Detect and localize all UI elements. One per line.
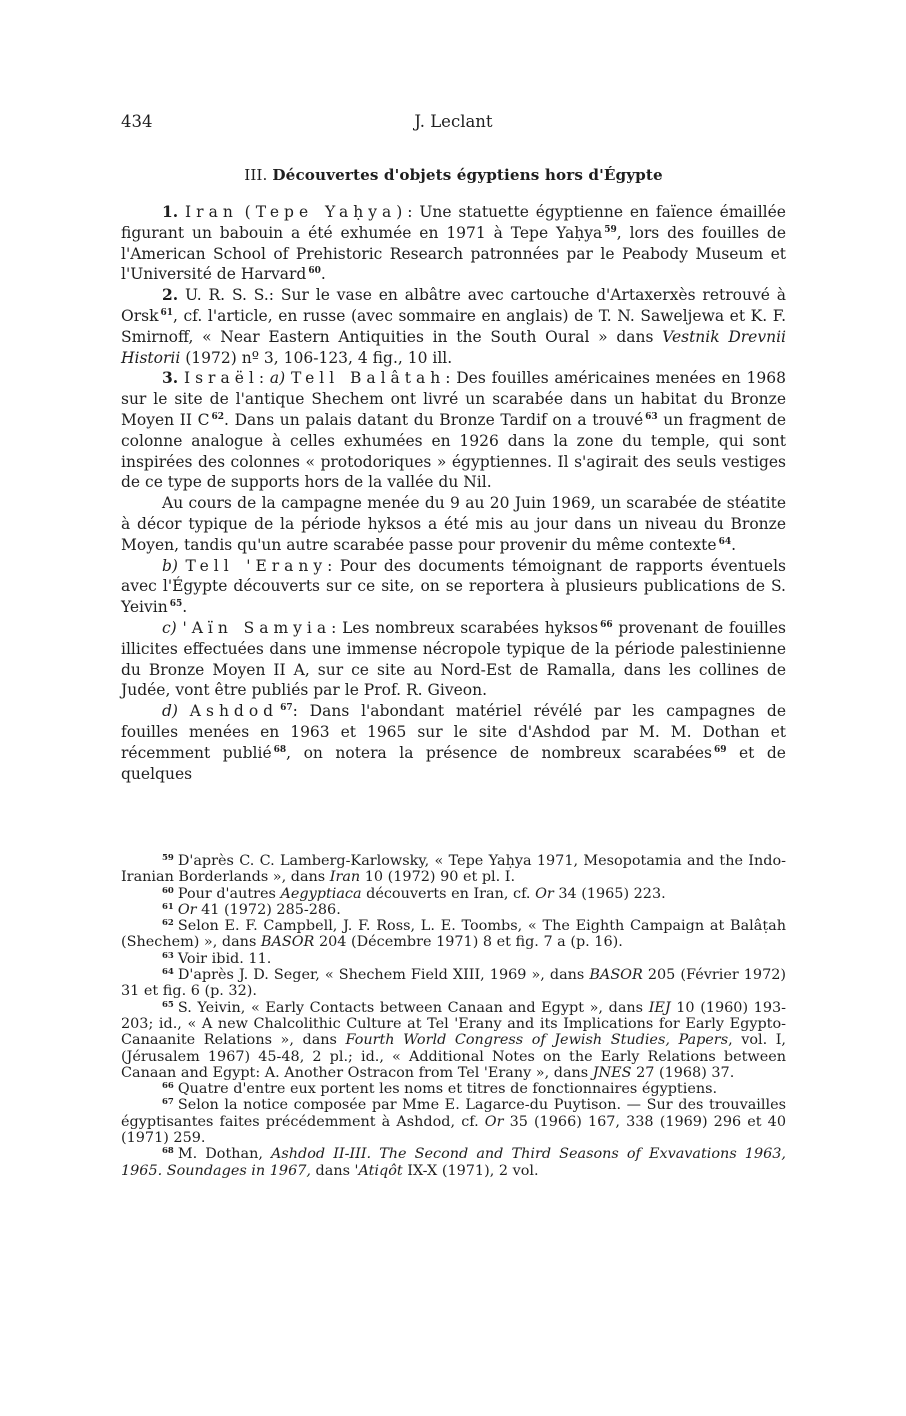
footnotes [121,853,786,1179]
footnote-text: M. Dothan, [177,1146,272,1163]
footnote-italic: BASOR [260,934,315,951]
footnote-65 [121,1000,786,1081]
footnote-67 [121,1097,786,1146]
paragraph-campaign [121,493,786,555]
section-number: III. [244,166,268,184]
footnote-text: découverts en Iran, cf. [361,885,536,902]
footnote-italic: Ashdod II-III. The Second and Third Seasons of Exvavations 1963, 1965. Soundages in 1967, [121,1146,786,1179]
paragraph-text: provenant de fouilles illicites effectuées dans une immense nécropole typique de la période palestinienne du Bronze Moyen II A, sur ce site au Nord-Est de Ramalla, dans les collines de Judée, vont être publiés par le Prof. R. Giveon. [121,618,786,700]
paragraph-text: : Une statuette égyptienne en faïence émaillée figurant un babouin a été exhumée en 1971 à Tepe Yaḥya [121,203,786,242]
paragraph-text: . [320,265,326,284]
footnote-italic: Or [484,1113,504,1130]
paragraph-text: , cf. l'article, en russe (avec sommaire en anglais) de T. N. Saweljewa et K. F. Smirnoff, « Near Eastern Antiquities in the South Oural » dans [121,306,786,346]
paragraph-text: . [182,598,188,617]
footnote-60 [121,886,786,902]
footnote-text: 204 (Décembre 1971) 8 et fig. 7 a (p. 16). [314,934,623,951]
paragraph-text: : Dans l'abondant matériel révélé par les campagnes de fouilles menées en 1963 et 1965 sur le site d'Ashdod par M. M. Dothan et récemment publié [121,702,786,762]
footnote-ref: 66 [600,619,613,630]
footnote-text: D'après C. C. Lamberg-Karlowsky, « Tepe Yaḥya 1971, Mesopotamia and the Indo-Iranian Borderlands », dans [121,853,786,886]
footnote-number: 66 [162,1081,174,1092]
footnote-text: Pour d'autres [177,885,281,902]
paragraph-text: U. R. S. S.: Sur le vase en albâtre avec cartouche d'Artaxerxès retrouvé à Orsk [121,286,786,325]
footnote-ref: 68 [273,744,287,755]
footnote-ref: 59 [604,224,617,235]
body-text [121,202,786,784]
footnote-number: 65 [162,999,174,1010]
running-header [121,112,786,136]
paragraph-tell-erany [121,556,786,618]
running-author: J. Leclant [414,112,493,131]
footnote-number: 60 [162,885,174,896]
footnote-text: D'après J. D. Seger, « Shechem Field XIII, 1969 », dans [177,967,590,984]
footnote-italic: BASOR [589,967,643,984]
footnote-text: Voir ibid. 11. [177,950,272,967]
sub-letter: d) [162,702,178,721]
paragraph-text: . Dans un palais datant du Bronze Tardif on a trouvé [224,410,644,429]
site-name: 'Aïn Samyia [182,618,332,637]
footnote-number: 61 [162,901,174,912]
paragraph-ain-samyia [121,618,786,701]
item-number: 1. [162,202,179,221]
paragraph-urss [121,285,786,368]
footnote-ref: 65 [169,599,183,610]
site-name: Tell Balâtah [290,369,446,388]
paragraph-text: (1972) nº 3, 106-123, 4 fig., 10 ill. [180,348,453,367]
country-name: Iran [185,203,238,221]
site-name: Tell 'Erany [185,556,328,575]
footnote-ref: 67 [280,703,293,714]
footnote-59 [121,853,786,886]
footnote-text: Selon la notice composée par Mme E. Lagarce-du Puytison. — Sur des trouvailles égyptisantes faites précédemment à Ashdod, cf. [121,1097,786,1130]
footnote-number: 63 [162,950,174,961]
footnote-text: 35 (1966) 167, 338 (1969) 296 et 40 (1971) 259. [121,1113,786,1147]
footnote-61 [121,902,786,918]
paragraph-text: : Pour des documents témoignant de rapports éventuels avec l'Égypte découverts sur ce site, on se reportera à plusieurs publications de S. Yeivin [121,556,786,617]
footnote-68 [121,1146,786,1179]
footnote-italic: IEJ [648,999,671,1016]
footnote-italic: Aegyptiaca [280,885,362,902]
page [121,0,786,1416]
item-number: 3. [162,368,179,388]
item-number: 2. [162,285,179,305]
paragraph-israel: 3. Israël: a) Tell Balâtah: Des fouilles américaines menées en 1968 sur le site de l'antique Shechem ont livré un scarabée dans un habitat du Bronze Moyen II C $^{62}$. Dans un palais datant du Bronze Tardif on a trouvé $^{63}$ un fragment de colonne analogue à celles exhumées en 1926 dans la zone du temple, qui sont inspirées des colonnes « protodoriques » égyptiennes. Il s'agirait des seuls vestiges de ce type de supports hors de la vallée du Nil. [121,368,786,492]
paragraph-ashdod [121,701,786,784]
footnote-italic: Or [177,901,197,918]
footnote-text: S. Yeivin, « Early Contacts between Canaan and Egypt », dans [177,999,649,1016]
footnote-number: 59 [162,853,174,863]
footnote-text: 34 (1965) 223. [553,885,666,902]
footnote-text: 10 (1960) 193-203; id., « A new Chalcolithic Culture at Tel 'Erany and its Implications for Early Egypto-Canaanite Relations », dans [121,999,787,1049]
country-name: Israël [183,369,259,388]
sub-letter: c) [162,618,177,637]
footnote-text: Selon E. F. Campbell, J. F. Ross, L. E. Toombs, « The Eighth Campaign at Balâṭah (Shechem) », dans [121,918,786,951]
footnote-text: 27 (1968) 37. [631,1064,735,1081]
footnote-text: 41 (1972) 285-286. [196,901,341,918]
page-number: 434 [121,112,153,131]
paragraph-iran [121,202,786,285]
paragraph-text: un fragment de colonne analogue à celles exhumées en 1926 dans la zone du temple, qui sont inspirées des colonnes « protodoriques » égyptiennes. Il s'agirait des seuls vestiges de ce type de supports hors de la vallée du Nil. [121,410,786,492]
paragraph-text: Au cours de la campagne menée du 9 au 20 Juin 1969, un scarabée de stéatite à décor typique de la période hyksos a été mis au jour dans un niveau du Bronze Moyen, tandis qu'un autre scarabée passe pour provenir du même contexte [121,494,786,554]
paragraph-text: , lors des fouilles de l'American School of Prehistoric Research patronnées par le Peabody Museum et l'Université de Harvard [121,223,786,284]
footnote-italic: Or [535,885,554,902]
footnote-italic: Fourth World Congress of Jewish Studies, Papers [345,1032,729,1049]
footnote-ref: 69 [713,744,727,755]
section-title: Découvertes d'objets égyptiens hors d'Égypte [272,166,663,184]
paragraph-text: . [731,535,737,554]
site-name: Ashdod [189,702,279,721]
footnote-text: IX-X (1971), 2 vol. [402,1162,539,1179]
footnote-italic: 'Atiqôt [354,1162,403,1179]
footnote-text: Quatre d'entre eux portent les noms et titres de fonctionnaires égyptiens. [177,1081,718,1098]
site-name: (Tepe Yaḥya) [244,203,408,221]
footnote-ref: 64 [718,536,732,547]
footnote-64 [121,967,786,1000]
paragraph-text: , on notera la présence de nombreux scarabées [286,743,712,762]
footnote-text: 205 (Février 1972) 31 et fig. 6 (p. 32). [121,967,786,1000]
journal-title: Vestnik Drevnii Historii [121,327,786,367]
footnote-ref: 62 [211,411,225,422]
section-heading [121,166,786,184]
footnote-ref: 61 [160,307,173,318]
footnote-number: 67 [162,1097,174,1108]
sub-letter: b) [162,556,178,575]
footnote-62 [121,918,786,951]
footnote-text: dans [310,1162,355,1179]
footnote-66 [121,1081,786,1097]
paragraph-text: : Des fouilles américaines menées en 1968 sur le site de l'antique Shechem ont livré un scarabée dans un habitat du Bronze Moyen II C [121,369,786,429]
footnote-number: 68 [162,1146,174,1157]
paragraph-text: et de quelques [121,743,786,783]
footnote-italic: JNES [592,1064,632,1081]
footnote-number: 64 [162,967,174,978]
sub-letter: a) [269,369,286,388]
footnote-63 [121,951,786,967]
footnote-text: 10 (1972) 90 et pl. I. [360,869,516,886]
footnote-italic: Iran [329,869,361,886]
paragraph-text: : Les nombreux scarabées hyksos [331,618,599,637]
footnote-number: 62 [162,918,174,929]
footnote-text: , vol. I, (Jérusalem 1967) 45-48, 2 pl.; id., « Additional Notes on the Early Relations between Canaan and Egypt: A. Another Ostracon from Tel 'Erany », dans [121,1032,787,1081]
footnote-ref: 63 [645,411,658,422]
footnote-ref: 60 [308,266,321,277]
